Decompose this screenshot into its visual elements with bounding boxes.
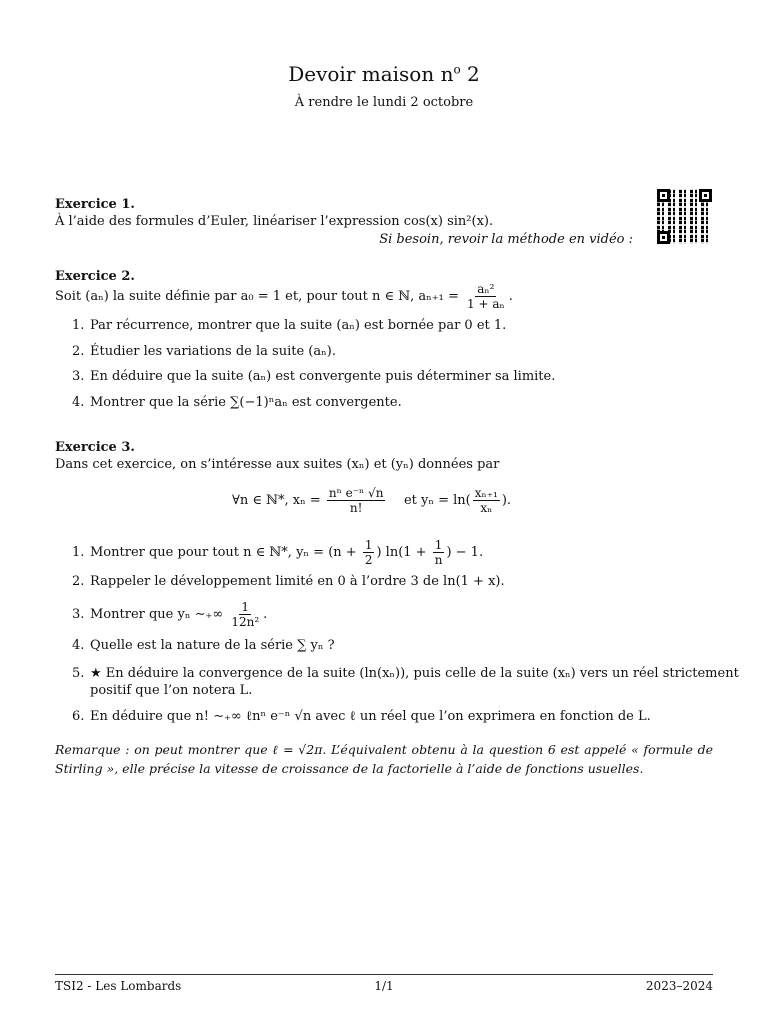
list-item: [72, 666, 739, 681]
page-title: [0, 62, 768, 86]
item-text: En déduire que n! ∼₊∞ ℓnⁿ e⁻ⁿ √n avec ℓ un réel que l’on exprimera en fonction de L.: [90, 709, 651, 724]
list-item-continuation: positif que l’on notera L.: [90, 683, 253, 698]
remark: Remarque : on peut montrer que ℓ = √2π. L’équivalent obtenu à la question 6 est appelé « formule de Stirling », elle précise la vitesse de croissance de la factorielle à l’aide de fonctions usuelles.: [55, 742, 713, 776]
item-number: 2.: [72, 574, 85, 589]
item-text: Étudier les variations de la suite (aₙ).: [90, 344, 336, 359]
item-text: En déduire la convergence de la suite (ln(xₙ)), puis celle de la suite (xₙ) vers un réel strictement: [105, 666, 739, 681]
item-text: Par récurrence, montrer que la suite (aₙ) est bornée par 0 et 1.: [90, 318, 507, 333]
item-number: 1.: [72, 545, 85, 560]
item-number: 1.: [72, 318, 85, 333]
exercise2-intro-text: Soit (aₙ) la suite définie par a₀ = 1 et, pour tout n ∈ ℕ, aₙ₊₁ =: [55, 289, 459, 304]
def-mid: et yₙ = ln(: [403, 493, 471, 508]
list-item: [72, 638, 335, 653]
fraction-denominator: n!: [349, 501, 363, 515]
list-item: [72, 318, 506, 333]
list-item: [72, 395, 402, 410]
item-number: 2.: [72, 344, 85, 359]
item-number: 6.: [72, 709, 85, 724]
footer-left: TSI2 - Les Lombards: [55, 979, 182, 993]
qr-finder-icon: [699, 189, 712, 202]
fraction-denominator: xₙ: [480, 501, 493, 515]
fraction-denominator: 1 + aₙ: [467, 297, 505, 311]
list-item: [72, 538, 483, 567]
item-text: .: [263, 607, 268, 622]
fraction-numerator: aₙ²: [477, 282, 495, 296]
exercise2-intro: [55, 282, 513, 311]
fraction-denominator: 2: [364, 553, 373, 567]
recurrence-fraction: [465, 282, 507, 311]
fraction-numerator: 1: [364, 538, 373, 552]
exercise2-title: Exercice 2.: [55, 269, 135, 284]
fraction-numerator: 1: [241, 600, 250, 614]
fraction-numerator: 1: [434, 538, 443, 552]
qr-finder-icon: [657, 231, 670, 244]
video-note: Si besoin, revoir la méthode en vidéo :: [379, 232, 633, 247]
item-text: Rappeler le développement limité en 0 à l’ordre 3 de ln(1 + x).: [90, 574, 505, 589]
half-fraction: [363, 538, 375, 567]
list-item: [72, 574, 505, 589]
title-number: 2: [467, 62, 480, 86]
fraction-numerator: nⁿ e⁻ⁿ √n: [328, 486, 384, 500]
item-number: 5.: [72, 666, 85, 681]
page-subtitle: À rendre le lundi 2 octobre: [294, 95, 474, 110]
item-number: 4.: [72, 638, 85, 653]
item-text: Montrer que pour tout n ∈ ℕ*, yₙ = (n +: [90, 545, 357, 560]
star-icon: ★: [90, 666, 102, 681]
exercise3-intro: Dans cet exercice, on s’intéresse aux suites (xₙ) et (yₙ) données par: [55, 457, 500, 472]
list-item: [72, 600, 267, 629]
fraction-numerator: xₙ₊₁: [474, 486, 498, 500]
def-end: ).: [501, 493, 512, 508]
qr-finder-icon: [657, 189, 670, 202]
exercise3-title: Exercice 3.: [55, 440, 135, 455]
exercise1-title: Exercice 1.: [55, 197, 135, 212]
item-number: 3.: [72, 369, 85, 384]
list-item: [72, 369, 555, 384]
exercise2-intro-end: .: [508, 289, 513, 304]
inv-n-fraction: [433, 538, 445, 567]
item-number: 3.: [72, 607, 85, 622]
item-text: Quelle est la nature de la série ∑ yₙ ?: [90, 638, 335, 653]
def-left: ∀n ∈ ℕ*, xₙ =: [232, 493, 321, 508]
list-item: [72, 344, 336, 359]
item-text: Montrer que la série ∑(−1)ⁿaₙ est convergente.: [90, 395, 402, 410]
item-text: ) − 1.: [446, 545, 484, 560]
equivalent-fraction: [229, 600, 261, 629]
sequence-definition: [232, 486, 511, 515]
item-text: Montrer que yₙ ∼₊∞: [90, 607, 224, 622]
item-text: En déduire que la suite (aₙ) est convergente puis déterminer sa limite.: [90, 369, 556, 384]
footer-right: 2023–2024: [645, 979, 713, 993]
item-text: ) ln(1 +: [376, 545, 427, 560]
exercise1-text: À l’aide des formules d’Euler, linéariser l’expression cos(x) sin²(x).: [55, 214, 494, 229]
xn-fraction: [327, 486, 386, 515]
item-number: 4.: [72, 395, 85, 410]
page-number: 1/1: [374, 979, 394, 993]
fraction-denominator: 12n²: [231, 615, 260, 629]
title-superscript: o: [453, 62, 461, 77]
footer-divider: [55, 974, 713, 975]
yn-fraction: [473, 486, 500, 515]
title-text: Devoir maison n: [288, 62, 454, 86]
qr-code-icon[interactable]: [657, 189, 712, 244]
list-item: [72, 708, 651, 724]
fraction-denominator: n: [434, 553, 443, 567]
